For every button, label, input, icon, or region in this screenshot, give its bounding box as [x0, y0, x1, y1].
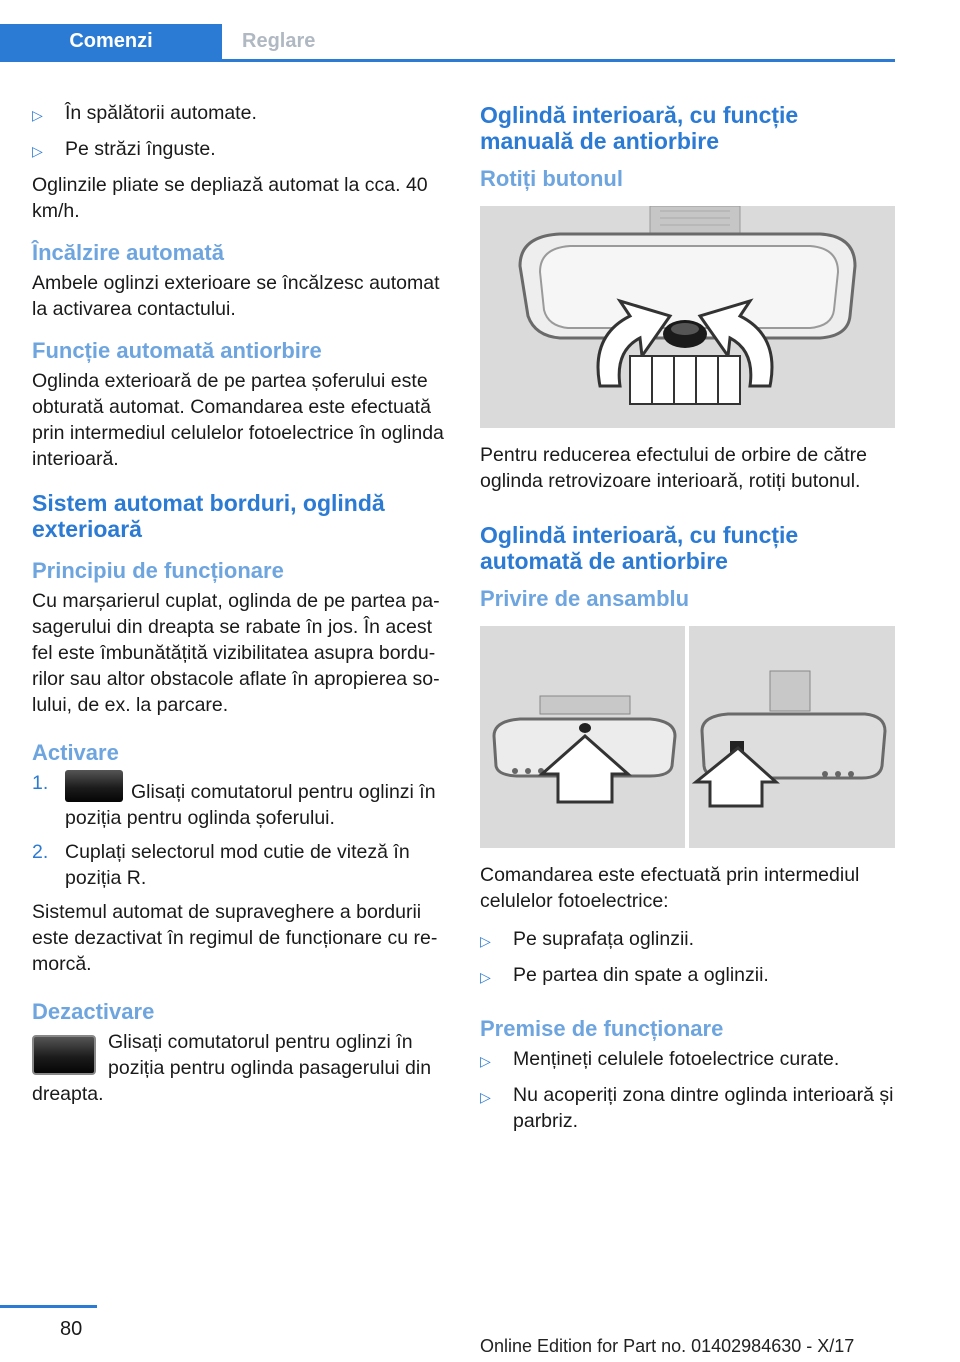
list-item: ▷ Nu acoperiți zona dintre oglinda interioară și parbriz. [480, 1084, 894, 1132]
figure-auto-mirror [480, 626, 895, 848]
paragraph-deactivate: Glisați comutatorul pentru oglinzi în poziția pentru oglinda pasagerului din dreapta. [32, 1031, 432, 1105]
manual-mirror-illustration [480, 206, 895, 428]
left-column [32, 100, 447, 1119]
auto-mirror-illustration [480, 626, 895, 848]
paragraph-overview: Comandarea este efectuată prin intermediul celulelor fotoelectrice: [480, 864, 860, 912]
footer-divider [0, 1305, 97, 1308]
list-item [32, 839, 447, 891]
triangle-bullet-icon: ▷ [480, 1053, 491, 1069]
edition-text: Online Edition for Part no. 01402984630 - X/17 [480, 1336, 855, 1356]
heading-premise: Premise de funcționare [480, 1016, 724, 1041]
heading-curb-system: Sistem automat borduri, oglindă exterioară [32, 490, 385, 542]
list-item: ▷ Pe suprafața oglinzii. [480, 926, 895, 954]
heading-turn-knob: Rotiți butonul [480, 166, 623, 191]
tab-reglare[interactable]: Reglare [242, 30, 316, 52]
chapter-tabs [0, 24, 895, 62]
list-item [32, 770, 447, 831]
paragraph-knob: Pentru reducerea efectului de orbire de către oglinda retrovizoare interioară, rotiți butonul. [480, 444, 867, 492]
heading-antiglare: Funcție automată antiorbire [32, 338, 322, 363]
right-column [480, 100, 895, 1142]
tab-comenzi[interactable]: Comenzi [0, 24, 222, 59]
list-item: ▷ În spălătorii automate. [32, 100, 447, 128]
triangle-bullet-icon: ▷ [32, 107, 43, 123]
page-number: 80 [60, 1318, 83, 1340]
figure-manual-mirror [480, 206, 895, 428]
heading-auto-mirror: Oglindă interioară, cu funcție automată de antiorbire [480, 522, 799, 574]
paragraph-principle: Cu marșarierul cuplat, oglinda de pe partea pa-sagerului din dreapta se rabate în jos. În acest fel este îmbunătățită vizibilitatea asupra bordu-rilor sau altor obstacole aflate în apropierea so-lului, de ex. la parcare. [32, 590, 440, 716]
paragraph-heating: Ambele oglinzi exterioare se încălzesc automat la activarea contactului. [32, 272, 440, 320]
heading-overview: Privire de ansamblu [480, 586, 690, 611]
mirror-switch-icon [65, 770, 123, 802]
list-item: ▷ Pe străzi înguste. [32, 136, 447, 164]
paragraph-trailer: Sistemul automat de supraveghere a bordurii este dezactivat în regimul de funcționare cu re-morcă. [32, 901, 438, 975]
list-item: ▷ Mențineți celulele fotoelectrice curate. [480, 1046, 895, 1074]
heading-heating: Încălzire automată [32, 240, 224, 265]
mirror-switch-icon [32, 1035, 96, 1075]
heading-manual-mirror: Oglindă interioară, cu funcție manuală de antiorbire [480, 102, 799, 154]
paragraph-antiglare: Oglinda exterioară de pe partea șoferului este obturată automat. Comandarea este efectuată prin intermediul celulelor fotoelectrice în oglinda interioară. [32, 370, 444, 470]
heading-activate: Activare [32, 740, 119, 765]
list-item: ▷ Pe partea din spate a oglinzii. [480, 962, 895, 990]
triangle-bullet-icon: ▷ [480, 933, 491, 949]
triangle-bullet-icon: ▷ [480, 1089, 491, 1105]
triangle-bullet-icon: ▷ [32, 143, 43, 159]
heading-principle: Principiu de funcționare [32, 558, 284, 583]
step-number: 1. [32, 772, 49, 794]
step-text: Glisați comutatorul pentru oglinzi în poziția pentru oglinda șoferului. [65, 781, 436, 829]
triangle-bullet-icon: ▷ [480, 969, 491, 985]
paragraph-unfold: Oglinzile pliate se depliază automat la cca. 40 km/h. [32, 174, 428, 222]
heading-deactivate: Dezactivare [32, 999, 155, 1024]
step-text: Cuplați selectorul mod cutie de viteză în poziția R. [65, 841, 410, 889]
step-number: 2. [32, 841, 49, 863]
